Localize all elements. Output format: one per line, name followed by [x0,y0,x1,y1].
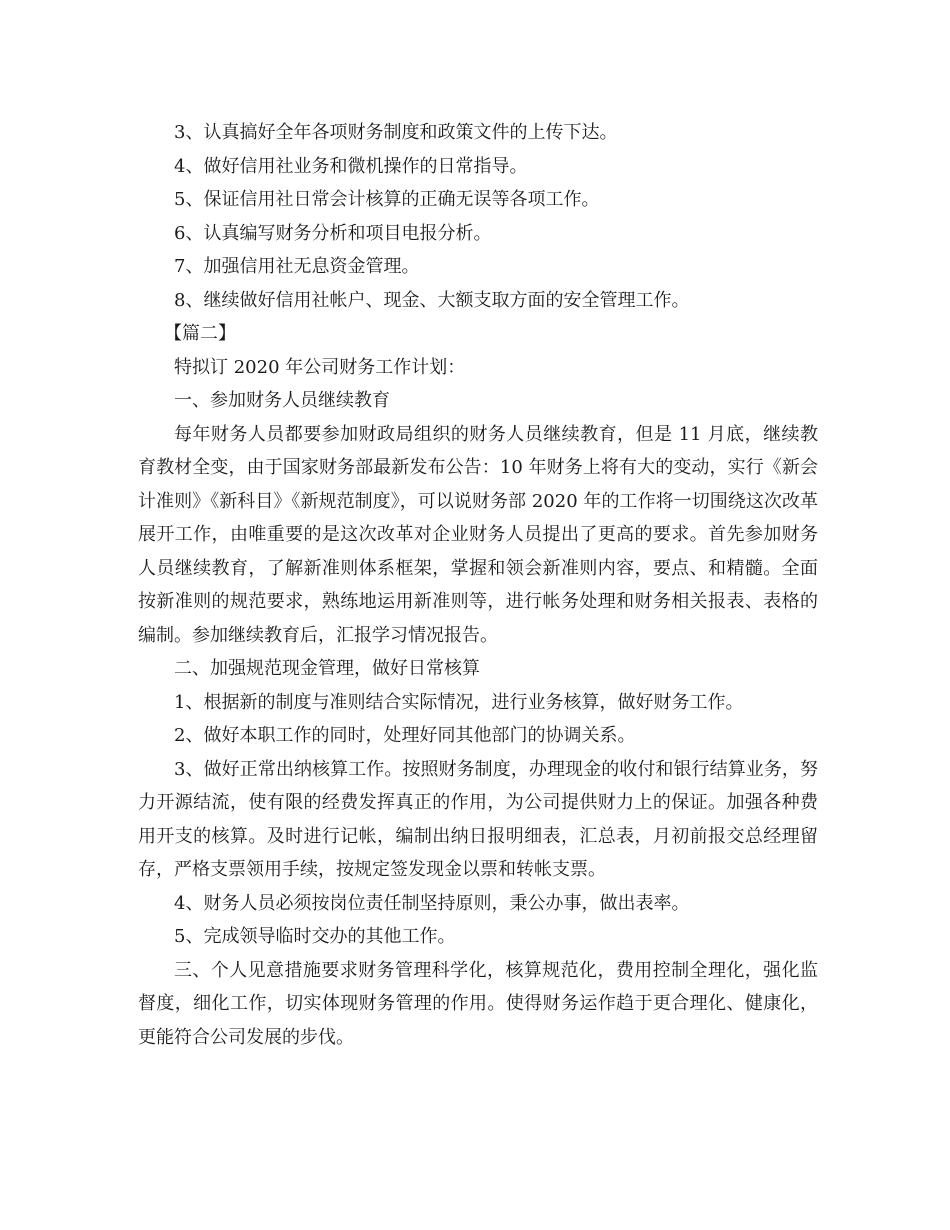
paragraph-item-8: 8、继续做好信用社帐户、现金、大额支取方面的安全管理工作。 [174,289,690,311]
section-two-item-1: 1、根据新的制度与准则结合实际情况，进行业务核算，做好财务工作。 [174,691,744,713]
paragraph-item-6: 6、认真编写财务分析和项目电报分析。 [174,222,492,244]
section-three-body: 三、个人见意措施要求财务管理科学化，核算规范化，费用控制全理化，强化监督度，细化工作，切实体现财务管理的作用。使得财务运作趋于更合理化、健康化，更能符合公司发展的步伐。 [138,959,818,1048]
plan-intro: 特拟订 2020 年公司财务工作计划： [174,356,466,378]
paragraph-item-7: 7、加强信用社无息资金管理。 [174,256,420,277]
paragraph-item-5: 5、保证信用社日常会计核算的正确无误等各项工作。 [174,189,600,210]
section-heading-two: 二、加强规范现金管理，做好日常核算 [174,658,480,679]
section-one-body: 每年财务人员都要参加财政局组织的财务人员继续教育，但是 11 月底，继续教育教材全变，由于国家财务部最新发布公告：10 年财务上将有大的变动，实行《新会计准则》《新科目》《新规范制度》，可以说财务部 2020 年的工作将一切围绕这次改革展开工作，由唯重要的是这次改革对企业财务人员提出了更高的要求。首先参加财务人员继续教育，了解新准则体系框架，掌握和领会新准则内容，要点、和精髓。全面按新准则的规范要求，熟练地运用新准则等，进行帐务处理和财务相关报表、表格的编制。参加继续教育后，汇报学习情况报告。 [138,423,818,646]
section-two-item-3: 3、做好正常出纳核算工作。按照财务制度，办理现金的收付和银行结算业务，努力开源结流，使有限的经费发挥真正的作用，为公司提供财力上的保证。加强各种费用开支的核算。及时进行记帐，编制出纳日报明细表，汇总表，月初前报交总经理留存，严格支票领用手续，按规定签发现金以票和转帐支票。 [138,758,818,880]
section-two-item-2: 2、做好本职工作的同时，处理好同其他部门的协调关系。 [174,725,636,746]
document-body [138,116,818,1054]
section-heading-one: 一、参加财务人员继续教育 [174,390,390,411]
section-two-item-4: 4、财务人员必须按岗位责任制坚持原则，秉公办事，做出表率。 [174,892,690,914]
paragraph-item-3: 3、认真搞好全年各项财务制度和政策文件的上传下达。 [174,122,618,143]
paragraph-item-4: 4、做好信用社业务和微机操作的日常指导。 [174,155,528,177]
section-heading-part-two: 【篇二】 [164,323,236,344]
section-two-item-5: 5、完成领导临时交办的其他工作。 [174,926,456,947]
